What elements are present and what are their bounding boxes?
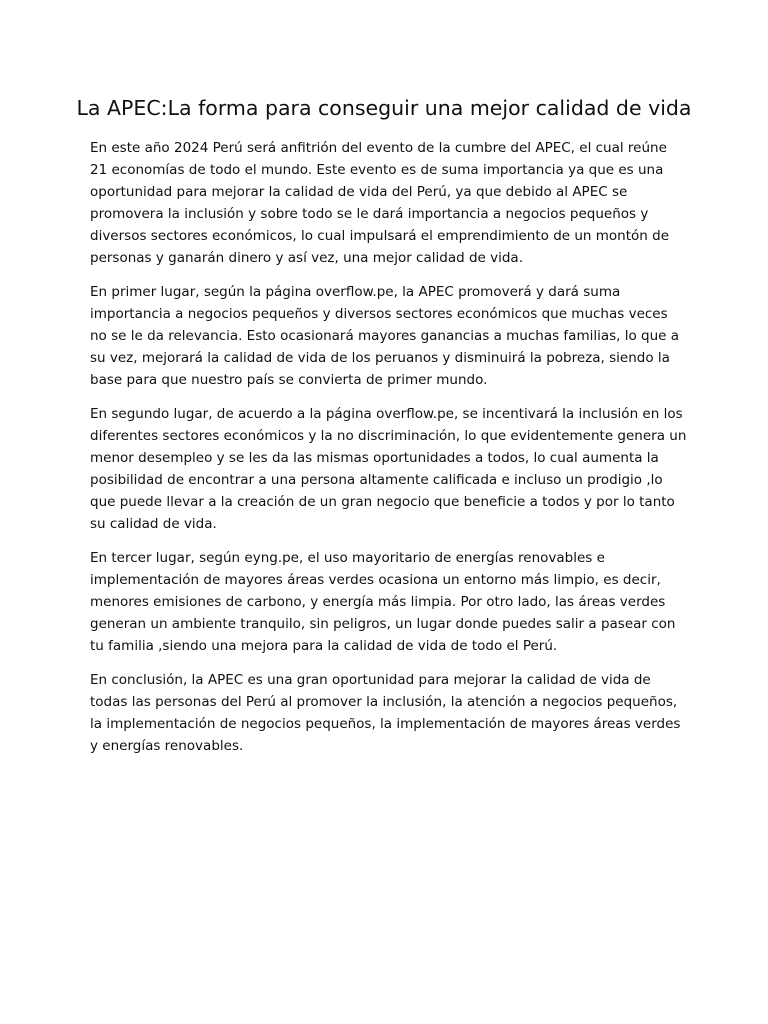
paragraph-third-point: En tercer lugar, según eyng.pe, el uso mayoritario de energías renovables e implementación de mayores áreas verdes ocasiona un entorno más limpio, es decir, menores emisiones de carbono, y energía más limpia. Por otro lado, las áreas verdes generan un ambiente tranquilo, sin peligros, un lugar donde puedes salir a pasear con tu familia ,siendo una mejora para la calidad de vida de todo el Perú.	[90, 550, 676, 654]
paragraph-conclusion: En conclusión, la APEC es una gran oportunidad para mejorar la calidad de vida de todas las personas del Perú al promover la inclusión, la atención a negocios pequeños, la implementación de negocios pequeños, la implementación de mayores áreas verdes y energías renovables.	[90, 672, 681, 754]
document-title: La APEC:La forma para conseguir una mejor calidad de vida	[76, 96, 692, 120]
paragraph-first-point: En primer lugar, según la página overflow.pe, la APEC promoverá y dará suma importancia a negocios pequeños y diversos sectores económicos que muchas veces no se le da relevancia. Esto ocasionará mayores ganancias a muchas familias, lo que a su vez, mejorará la calidad de vida de los peruanos y disminuirá la pobreza, siendo la base para que nuestro país se convierta de primer mundo.	[90, 284, 680, 388]
paragraph-intro: En este año 2024 Perú será anfitrión del evento de la cumbre del APEC, el cual reúne 21 economías de todo el mundo. Este evento es de suma importancia ya que es una oportunidad para mejorar la calidad de vida del Perú, ya que debido al APEC se promovera la inclusión y sobre todo se le dará importancia a negocios pequeños y diversos sectores económicos, lo cual impulsará el emprendimiento de un montón de personas y ganarán dinero y así vez, una mejor calidad de vida.	[90, 140, 670, 266]
document-body	[90, 137, 688, 769]
paragraph-second-point: En segundo lugar, de acuerdo a la página overflow.pe, se incentivará la inclusión en los diferentes sectores económicos y la no discriminación, lo que evidentemente genera un menor desempleo y se les da las mismas oportunidades a todos, lo cual aumenta la posibilidad de encontrar a una persona altamente calificada e incluso un prodigio ,lo que puede llevar a la creación de un gran negocio que beneficie a todos y por lo tanto su calidad de vida.	[90, 406, 687, 532]
